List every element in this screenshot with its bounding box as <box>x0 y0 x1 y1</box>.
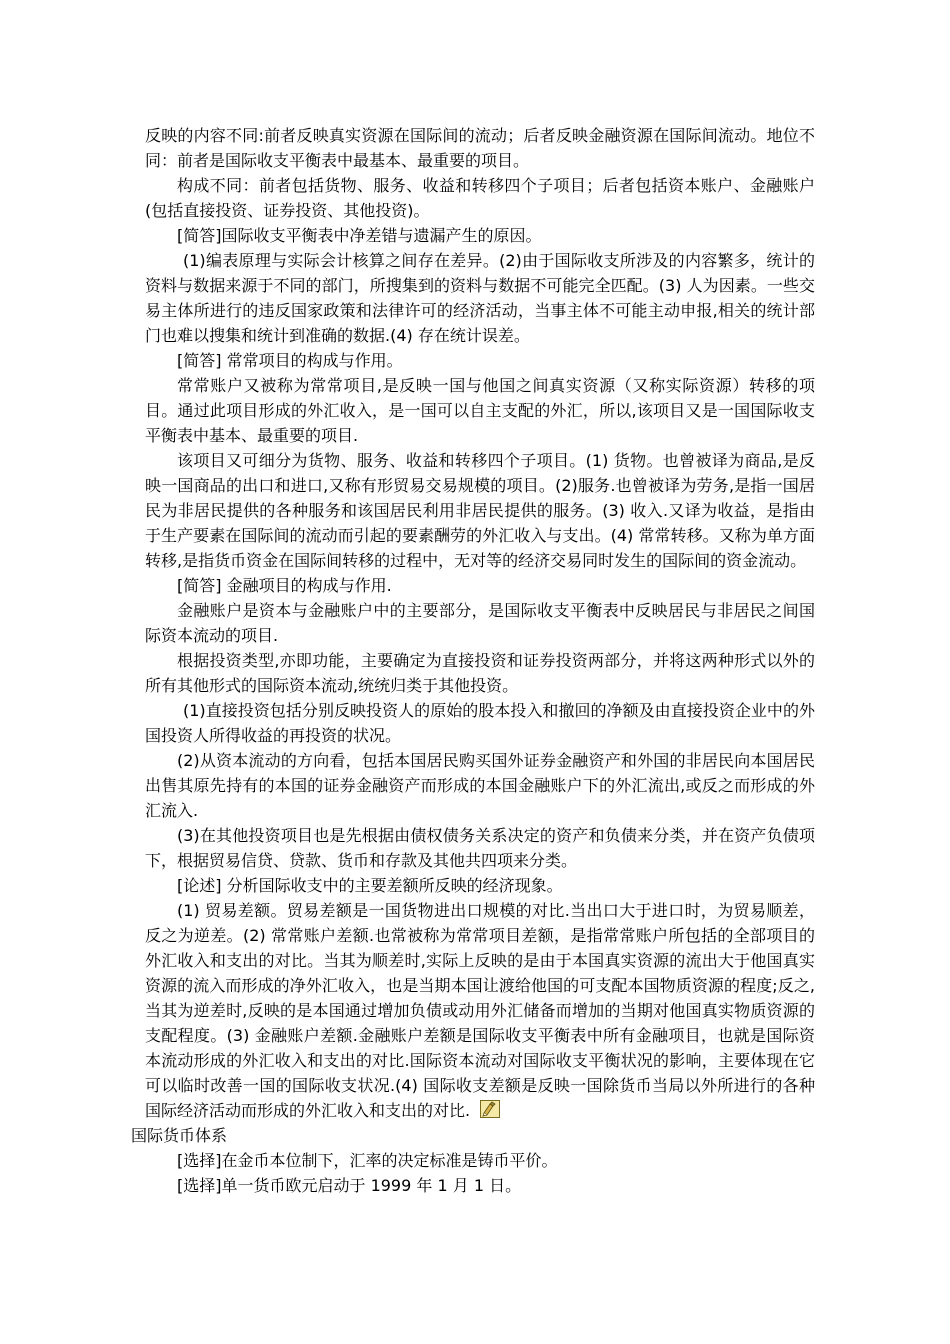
question-current-account: [简答] 常常项目的构成与作用。 <box>177 351 403 370</box>
choice-euro-launch: [选择]单一货币欧元启动于 1999 年 1 月 1 日。 <box>177 1176 522 1195</box>
document-body <box>131 123 815 1198</box>
answer-balances <box>145 898 815 1123</box>
paragraph-difference-content: 反映的内容不同:前者反映真实资源在国际间的流动；后者反映金融资源在国际间流动。地位不同：前者是国际收支平衡表中最基本、最重要的项目。 <box>145 126 815 170</box>
answer-balances-text: (1) 贸易差额。贸易差额是一国货物进出口规模的对比.当出口大于进口时，为贸易顺差，反之为逆差。(2) 常常账户差额.也常被称为常常项目差额，是指常常账户所包括的全部项目的外汇收入和支出的对比。当其为顺差时,实际上反映的是由于本国真实资源的流出大于他国真实资源的流入而形成的净外汇收入，也是当期本国让渡给他国的可支配本国物质资源的程度;反之,当其为逆差时,反映的是本国通过增加负债或动用外汇储备而增加的当期对他国真实物质资源的支配程度。(3) 金融账户差额.金融账户差额是国际收支平衡表中所有金融项目，也就是国际资本流动形成的外汇收入和支出的对比.国际资本流动对国际收支平衡状况的影响，主要体现在它可以临时改善一国的国际收支状况.(4) 国际收支差额是反映一国除货币当局以外所进行的各种国际经济活动而形成的外汇收入和支出的对比. <box>145 901 815 1120</box>
section-heading-international-monetary-system: 国际货币体系 <box>131 1126 228 1145</box>
answer-direct-investment: (1)直接投资包括分别反映投资人的原始的股本投入和撤回的净额及由直接投资企业中的外国投资人所得收益的再投资的状况。 <box>145 701 815 745</box>
paragraph-difference-composition: 构成不同：前者包括货物、服务、收益和转移四个子项目；后者包括资本账户、金融账户(包括直接投资、证券投资、其他投资)。 <box>145 176 815 220</box>
answer-other-investment: (3)在其他投资项目也是先根据由债权债务关系决定的资产和负债来分类，并在资产负债项下，根据贸易信贷、贷款、货币和存款及其他共四项来分类。 <box>145 826 815 870</box>
annotation-icon[interactable] <box>480 1100 500 1118</box>
answer-portfolio-investment: (2)从资本流动的方向看，包括本国居民购买国外证券金融资产和外国的非居民向本国居民出售其原先持有的本国的证券金融资产而形成的本国金融账户下的外汇流出,或反之而形成的外汇流入. <box>145 751 815 820</box>
answer-errors-omissions: (1)编表原理与实际会计核算之间存在差异。(2)由于国际收支所涉及的内容繁多，统计的资料与数据来源于不同的部门，所搜集到的资料与数据不可能完全匹配。(3) 人为因素。一些交易主体所进行的违反国家政策和法律许可的经济活动，当事主体不可能主动申报,相关的统计部门也难以搜集和统计到准确的数据.(4) 存在统计误差。 <box>145 251 815 345</box>
choice-gold-coin-standard: [选择]在金币本位制下，汇率的决定标准是铸币平价。 <box>177 1151 558 1170</box>
answer-current-account-items: 该项目又可细分为货物、服务、收益和转移四个子项目。(1) 货物。也曾被译为商品,是反映一国商品的出口和进口,又称有形贸易交易规模的项目。(2)服务.也曾被译为劳务,是指一国居民为非居民提供的各种服务和该国居民利用非居民提供的服务。(3) 收入.又译为收益，是指由于生产要素在国际间的流动而引起的要素酬劳的外汇收入与支出。(4) 常常转移。又称为单方面转移,是指货币资金在国际间转移的过程中，无对等的经济交易同时发生的国际间的资金流动。 <box>145 451 815 570</box>
answer-current-account-definition: 常常账户又被称为常常项目,是反映一国与他国之间真实资源（又称实际资源）转移的项目。通过此项目形成的外汇收入，是一国可以自主支配的外汇，所以,该项目又是一国国际收支平衡表中基本、最重要的项目. <box>145 376 815 445</box>
question-errors-omissions: [简答]国际收支平衡表中净差错与遗漏产生的原因。 <box>177 226 542 245</box>
answer-financial-account-definition: 金融账户是资本与金融账户中的主要部分，是国际收支平衡表中反映居民与非居民之间国际资本流动的项目. <box>145 601 815 645</box>
question-balances: [论述] 分析国际收支中的主要差额所反映的经济现象。 <box>177 876 563 895</box>
answer-financial-account-types: 根据投资类型,亦即功能，主要确定为直接投资和证券投资两部分，并将这两种形式以外的所有其他形式的国际资本流动,统统归类于其他投资。 <box>145 651 815 695</box>
question-financial-account: [简答] 金融项目的构成与作用. <box>177 576 392 595</box>
